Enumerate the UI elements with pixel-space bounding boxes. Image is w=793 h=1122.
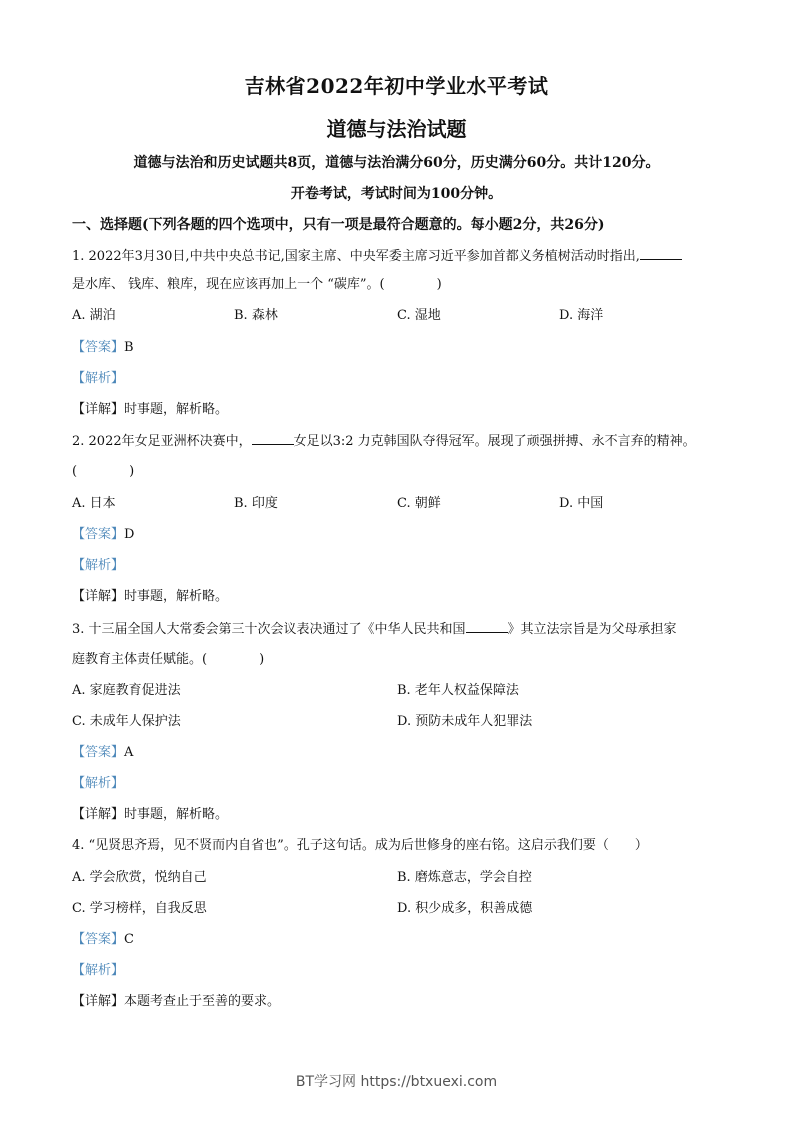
detail-label: 【详解】 <box>72 807 125 822</box>
question-2-stem-line-1 <box>72 432 696 451</box>
fill-blank <box>640 247 682 260</box>
detail-label: 【详解】 <box>72 994 125 1009</box>
question-2-option-d: D. 中国 <box>559 496 604 511</box>
question-3-option-c: C. 未成年人保护法 <box>72 714 181 729</box>
answer-value: A <box>124 745 134 760</box>
question-4-detail <box>72 993 280 1011</box>
question-2-text-pre: 2. 2022年女足亚洲杯决赛中， <box>72 434 252 449</box>
question-4-option-a: A. 学会欣赏，悦纳自己 <box>72 870 207 885</box>
question-1-option-d: D. 海洋 <box>559 308 604 323</box>
question-2-text-post: 女足以3:2 力克韩国队夺得冠军。展现了顽强拼搏、永不言弃的精神。 <box>293 434 696 449</box>
question-1-analysis-label: 【解析】 <box>72 371 125 386</box>
question-2-answer <box>72 526 134 544</box>
question-3-analysis-label: 【解析】 <box>72 776 125 791</box>
fill-blank <box>466 620 508 633</box>
question-3-answer <box>72 744 133 762</box>
question-3-option-b: B. 老年人权益保障法 <box>397 683 519 698</box>
question-2-option-a: A. 日本 <box>72 496 116 511</box>
fill-blank <box>252 432 294 445</box>
question-3-text-pre: 3. 十三届全国人大常委会第三十次会议表决通过了《中华人民共和国 <box>72 622 466 637</box>
question-2-option-b: B. 印度 <box>234 496 278 511</box>
answer-label: 【答案】 <box>72 527 125 542</box>
question-1-stem-line-2: 是水库、 钱库、粮库，现在应该再加上一个 “碳库”。( ) <box>72 277 442 292</box>
answer-value: D <box>124 527 135 542</box>
question-4-option-c: C. 学习榜样，自我反思 <box>72 901 207 916</box>
question-3-detail <box>72 806 228 824</box>
answer-label: 【答案】 <box>72 745 125 760</box>
question-1-detail <box>72 401 228 419</box>
question-1-text: 1. 2022年3月30日,中共中央总书记,国家主席、中央军委主席习近平参加首都义务植树活动时指出, <box>72 249 640 264</box>
question-4-option-b: B. 磨炼意志，学会自控 <box>397 870 532 885</box>
question-4-option-d: D. 积少成多，积善成德 <box>397 901 533 916</box>
question-4-stem-line-1: 4. “见贤思齐焉，见不贤而内自省也”。孔子这句话。成为后世修身的座右铭。这启示我们要（ ） <box>72 838 648 853</box>
question-3-stem-line-1 <box>72 620 677 639</box>
question-2-detail <box>72 588 228 606</box>
question-3-text-post: 》其立法宗旨是为父母承担家 <box>507 622 677 637</box>
question-2-stem-line-2: ( ) <box>72 464 135 479</box>
answer-value: B <box>124 340 134 355</box>
answer-label: 【答案】 <box>72 340 125 355</box>
detail-text: 时事题，解析略。 <box>124 402 229 417</box>
answer-label: 【答案】 <box>72 932 125 947</box>
answer-value: C <box>124 932 134 947</box>
exam-info-line-1: 道德与法治和历史试题共8页，道德与法治满分60分，历史满分60分。共计120分。 <box>133 155 660 171</box>
question-1-option-a: A. 湖泊 <box>72 308 116 323</box>
exam-title: 吉林省2022年初中学业水平考试 <box>244 74 549 98</box>
question-3-option-a: A. 家庭教育促进法 <box>72 683 181 698</box>
detail-label: 【详解】 <box>72 402 125 417</box>
exam-info-line-2: 开卷考试，考试时间为100分钟。 <box>290 186 503 202</box>
question-1-answer <box>72 339 134 357</box>
detail-label: 【详解】 <box>72 589 125 604</box>
question-4-answer <box>72 931 134 949</box>
question-1-option-b: B. 森林 <box>234 308 278 323</box>
section-heading: 一、选择题(下列各题的四个选项中，只有一项是最符合题意的。每小题2分，共26分) <box>72 217 605 233</box>
question-4-analysis-label: 【解析】 <box>72 963 125 978</box>
question-3-stem-line-2: 庭教育主体责任赋能。( ) <box>72 652 265 667</box>
question-1-stem-line-1 <box>72 247 682 266</box>
question-2-option-c: C. 朝鲜 <box>397 496 441 511</box>
exam-subtitle: 道德与法治试题 <box>326 117 467 141</box>
question-3-option-d: D. 预防未成年人犯罪法 <box>397 714 533 729</box>
detail-text: 时事题，解析略。 <box>124 807 229 822</box>
question-1-option-c: C. 湿地 <box>397 308 441 323</box>
detail-text: 本题考查止于至善的要求。 <box>124 994 281 1009</box>
watermark-footer: BT学习网 https://btxuexi.com <box>295 1074 498 1090</box>
question-2-analysis-label: 【解析】 <box>72 558 125 573</box>
detail-text: 时事题，解析略。 <box>124 589 229 604</box>
